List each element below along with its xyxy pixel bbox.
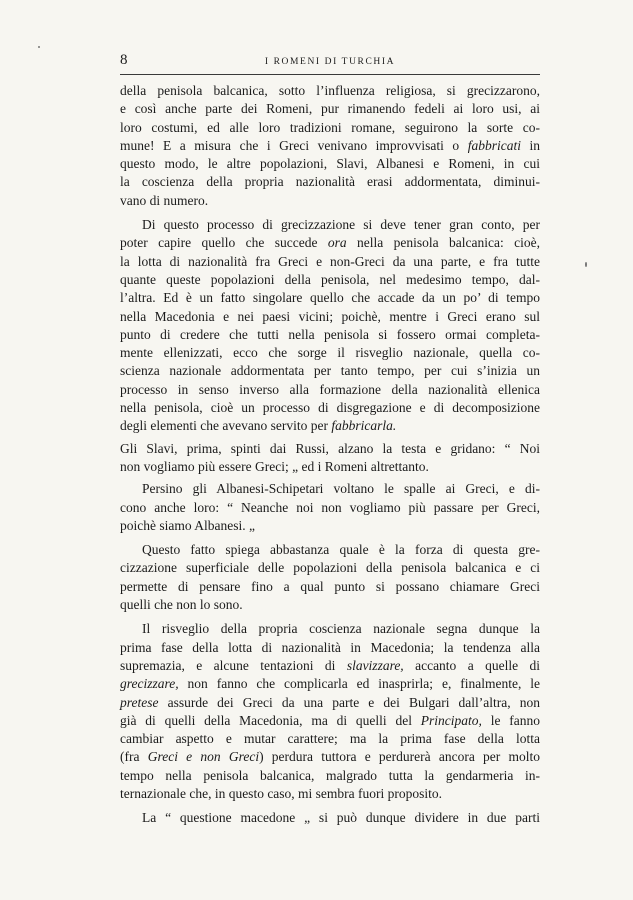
paragraph-1 [120,82,540,210]
text-line: Il risveglio della propria coscienza nazionale segna dunque la [142,621,540,637]
paragraph-2 [120,216,540,436]
text-line: cambiar aspetto e mutar carattere; ma la prima fase della lotta [120,731,540,747]
text-line: questo modo, le altre popolazioni, Slavi, Albanesi e Romeni, in cui [120,156,540,172]
running-title: I ROMENI DI TURCHIA [264,57,396,67]
page-header [120,52,540,72]
text-line: Gli Slavi, prima, spinti dai Russi, alzano la testa e gridano: “ Noi [120,440,540,456]
text-line: quante queste popolazioni della penisola, nel medesimo tempo, dal- [120,271,540,287]
text-line: e così anche parte dei Romeni, pur rimanendo fedeli ai loro usi, ai [120,101,540,117]
text-line: processo in senso inverso alla formazione della nazionalità ellenica [120,381,540,397]
text-line: l’altra. Ed è un fatto singolare quello che accade da un po’ di tempo [120,290,540,306]
text-line: (fra Greci e non Greci) perdura tuttora e perdurerà ancora per molto [120,749,540,765]
paragraph-5 [120,541,540,614]
scan-speck [38,46,40,48]
text-line: poichè siamo Albanesi. „ [120,517,255,533]
paragraph-3 [120,440,540,477]
text-line: degli elementi che avevano servito per fabbricarla. [120,418,397,434]
text-line: tempo nella penisola balcanica, malgrado tutta la gendarmeria in- [120,767,540,783]
text-line: grecizzare, non fanno che complicarla ed inasprirla; e, finalmente, le [120,676,540,692]
paragraph-7 [120,809,540,827]
paragraph-6 [120,620,540,803]
text-line: loro costumi, ed alle loro tradizioni romane, seguirono la sorte co- [120,119,540,135]
text-line: non vogliamo più essere Greci; „ ed i Romeni altrettanto. [120,458,429,474]
text-line: supremazia, e alcune tentazioni di slavizzare, accanto a quelle di [120,657,540,673]
text-line: la lotta di nazionalità fra Greci e non-Greci da una parte, e fra tutte [120,253,540,269]
text-line: la coscienza della propria nazionalità erasi addormentata, diminui- [120,174,540,190]
text-line: cono anche loro: “ Neanche noi non vogliamo più passare per Greci, [120,499,540,515]
text-line: permette di pensare fino a qual punto si possano chiamare Greci [120,578,540,594]
text-line: nella Macedonia e nei paesi vicini; poichè, mentre i Greci erano sul [120,308,540,324]
body-text [120,82,540,828]
text-line: nella penisola, cioè un processo di disgregazione e di decomposizione [120,400,540,416]
text-line: La “ questione macedone „ si può dunque dividere in due parti [142,810,540,826]
text-line: cizzazione superficiale delle popolazioni della penisola balcanica e ci [120,560,540,576]
text-line: pretese assurde dei Greci da una parte e dei Bulgari dall’altra, non [120,694,540,710]
scan-speck [585,262,587,267]
text-line: scienza nazionale addormentata per tanto tempo, per cui s’inizia un [120,363,540,379]
text-line: Persino gli Albanesi-Schipetari voltano le spalle ai Greci, e di- [142,481,540,497]
paragraph-4 [120,480,540,535]
text-line: Di questo processo di grecizzazione si deve tener gran conto, per [142,217,540,233]
page-number: 8 [120,52,128,68]
text-line: già di quelli della Macedonia, ma di quelli del Principato, le fanno [120,712,540,728]
text-line: della penisola balcanica, sotto l’influenza religiosa, si grecizzarono, [120,83,540,98]
text-line: prima fase della lotta di nazionalità in Macedonia; la tendenza alla [120,639,540,655]
header-rule [120,74,540,75]
text-line: vano di numero. [120,192,209,208]
text-line: poter capire quello che succede ora nella penisola balcanica: cioè, [120,235,540,251]
text-line: quelli che non lo sono. [120,597,243,613]
text-line: punto di credere che tutti nella penisola si fossero ormai completa- [120,326,540,342]
text-line: mente ellenizzati, ecco che sorge il risveglio nazionale, quella co- [120,345,540,361]
text-line: mune! E a misura che i Greci venivano improvvisati o fabbricati in [120,137,540,153]
text-line: Questo fatto spiega abbastanza quale è la forza di questa gre- [142,542,540,558]
text-line: ternazionale che, in questo caso, mi sembra fuori proposito. [120,785,443,801]
